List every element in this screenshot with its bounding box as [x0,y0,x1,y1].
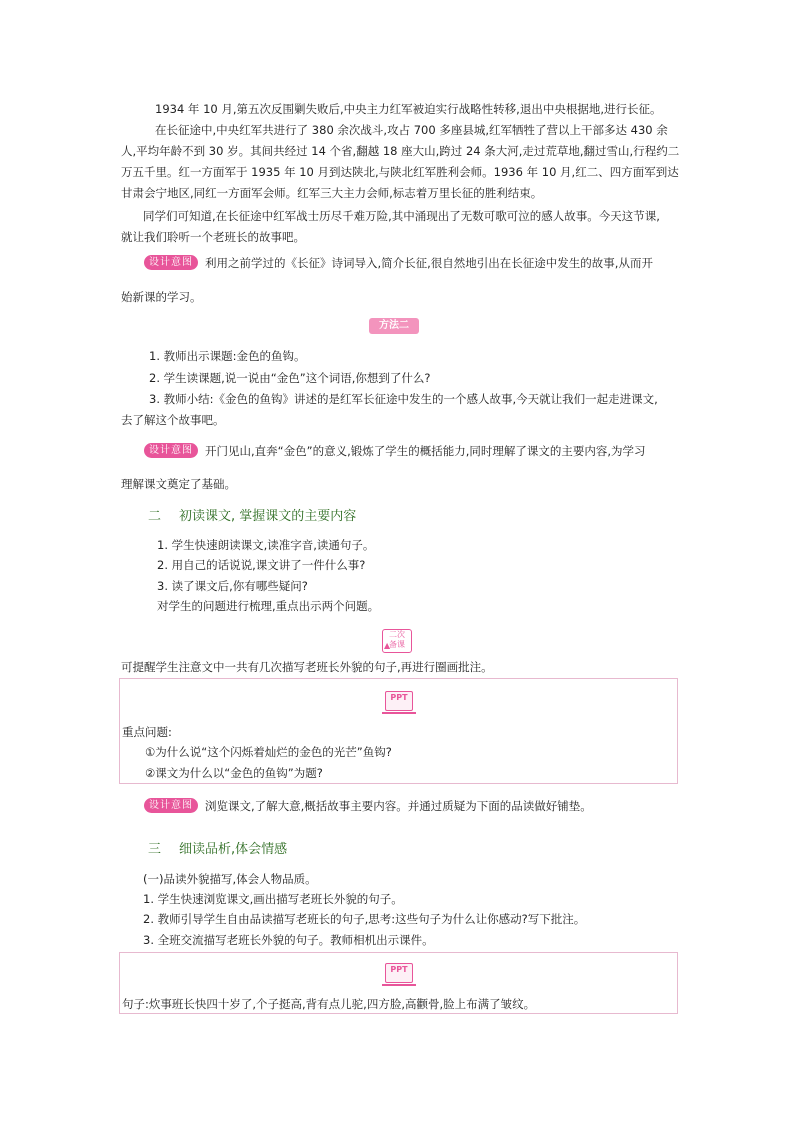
intro-line-2: 在长征途中,中央红军共进行了 380 余次战斗,攻占 700 多座县城,红军牺牲了营以上干部多达 430 余 [155,123,668,137]
section-number: 二 [148,509,162,524]
list-item: 3. 读了课文后,你有哪些疑问? [157,579,308,593]
section-number: 三 [148,842,162,857]
second-prep-label: 备课 [389,640,405,649]
list-item: 去了解这个故事吧。 [121,413,225,427]
intro-line-5: 甘肃会宁地区,同红一方面军会师。红军三大主力会师,标志着万里长征的胜利结束。 [121,186,543,200]
list-item: 3. 教师小结:《金色的鱼钩》讲述的是红军长征途中发生的一个感人故事,今天就让我们一起走进课文, [149,392,658,406]
list-item: 对学生的问题进行梳理,重点出示两个问题。 [157,599,380,613]
design-intent-text: 利用之前学过的《长征》诗词导入,简介长征,很自然地引出在长征途中发生的故事,从而开 [205,256,653,270]
section-title: 细读品析,体会情感 [179,842,288,857]
intro-line-7: 就让我们聆听一个老班长的故事吧。 [121,230,305,244]
intro-line-6: 同学们可知道,在长征途中红军战士历尽千难万险,其中涌现出了无数可歌可泣的感人故事。今天这节课, [143,209,660,223]
list-item: 2. 用自己的话说说,课文讲了一件什么事? [157,558,366,572]
question-item: ①为什么说“这个闪烁着灿烂的金色的光芒”鱼钩? [145,745,392,759]
design-intent-text: 始新课的学习。 [121,290,202,304]
list-item: 2. 教师引导学生自由品读描写老班长的句子,思考:这些句子为什么让你感动?写下批注。 [143,912,586,926]
intro-line-3: 人,平均年龄不到 30 岁。其间共经过 14 个省,翻越 18 座大山,跨过 24 条大河,走过荒草地,翻过雪山,行程约二 [121,144,680,158]
design-intent-text: 理解课文奠定了基础。 [121,477,236,491]
design-intent-text: 浏览课文,了解大意,概括故事主要内容。并通过质疑为下面的品读做好铺垫。 [205,799,592,813]
ppt-box [119,678,678,784]
ppt-icon: PPT [385,963,413,983]
intro-line-4: 万五千里。红一方面军于 1935 年 10 月到达陕北,与陕北红军胜利会师。1936 年 10 月,红二、四方面军到达 [121,165,679,179]
ppt-icon: PPT [385,691,413,711]
list-item: 1. 学生快速朗读课文,读准字音,读通句子。 [157,538,375,552]
list-item: 1. 学生快速浏览课文,画出描写老班长外貌的句子。 [143,892,403,906]
design-intent-badge: 设计意图 [144,798,198,813]
section-heading [148,505,356,524]
list-item: (一)品读外貌描写,体会人物品质。 [143,872,317,886]
section-title: 初读课文, 掌握课文的主要内容 [179,509,357,524]
method-two-label: 方法二 [369,318,419,334]
section-heading [148,838,287,857]
list-item: 3. 全班交流描写老班长外貌的句子。教师相机出示课件。 [143,933,434,947]
list-item: 1. 教师出示课题:金色的鱼钩。 [149,349,306,363]
intro-line-1: 1934 年 10 月,第五次反围剿失败后,中央主力红军被迫实行战略性转移,退出中央根据地,进行长征。 [155,102,662,116]
prep-note: 可提醒学生注意文中一共有几次描写老班长外貌的句子,再进行圈画批注。 [121,660,493,674]
design-intent-text: 开门见山,直奔“金色”的意义,锻炼了学生的概括能力,同时理解了课文的主要内容,为学习 [205,444,646,458]
ppt-box [119,952,678,1014]
up-arrow-icon: ▲ [384,641,391,650]
second-prep-label: 二次 [389,630,405,639]
example-sentence: 句子:炊事班长快四十岁了,个子挺高,背有点儿驼,四方脸,高颧骨,脸上布满了皱纹。 [122,997,536,1011]
question-item: ②课文为什么以“金色的鱼钩”为题? [145,766,323,780]
list-item: 2. 学生读课题,说一说由“金色”这个词语,你想到了什么? [149,371,431,385]
second-prep-icon [382,629,412,653]
key-questions-heading: 重点问题: [122,725,172,739]
design-intent-badge: 设计意图 [144,443,198,458]
design-intent-badge: 设计意图 [144,255,198,270]
